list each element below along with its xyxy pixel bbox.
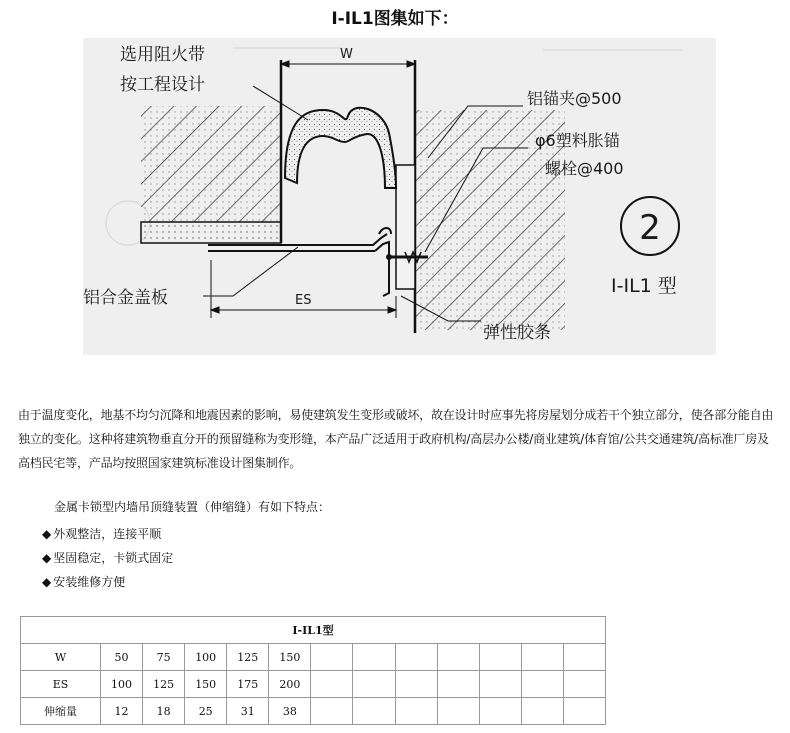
row-header: 伸缩量: [21, 698, 101, 725]
table-cell-empty: [353, 644, 395, 671]
table-cell-empty: [353, 698, 395, 725]
table-cell: 25: [185, 698, 227, 725]
label-aluminum-clip: 铝锚夹@500: [527, 89, 622, 108]
table-cell-empty: [479, 698, 521, 725]
title-suffix: 图集如下：: [373, 9, 459, 29]
label-fire-barrier-1: 选用阻火带: [120, 45, 205, 65]
table-caption-row: [21, 617, 606, 644]
table-cell-empty: [563, 698, 605, 725]
spec-table: [20, 616, 606, 725]
fire-barrier-shape: [285, 108, 396, 188]
table-cell: 100: [101, 671, 143, 698]
label-fire-barrier-2: 按工程设计: [120, 75, 205, 95]
table-cell: 200: [269, 671, 311, 698]
detail-number: 2: [639, 208, 661, 248]
table-cell-empty: [437, 671, 479, 698]
table-cell: 38: [269, 698, 311, 725]
table-cell-empty: [395, 644, 437, 671]
table-cell-empty: [563, 644, 605, 671]
table-cell: 175: [227, 671, 269, 698]
feature-item: ◆ 外观整洁，连接平顺: [42, 522, 173, 546]
features-list: [42, 522, 173, 594]
table-cell-empty: [521, 698, 563, 725]
table-cell-empty: [521, 671, 563, 698]
table-caption: I-IL1型: [21, 617, 606, 644]
table-cell: 150: [269, 644, 311, 671]
table-cell-empty: [479, 644, 521, 671]
table-cell-empty: [311, 671, 353, 698]
dim-es-label: ES: [295, 293, 312, 308]
table-row: [21, 671, 606, 698]
table-cell: 125: [143, 671, 185, 698]
table-cell: 125: [227, 644, 269, 671]
title-code: I-IL1: [331, 9, 374, 29]
table-cell: 31: [227, 698, 269, 725]
table-cell-empty: [395, 698, 437, 725]
table-cell-empty: [395, 671, 437, 698]
table-row: [21, 698, 606, 725]
dimension-es: [211, 260, 396, 318]
drawing-svg: [83, 38, 716, 355]
table-cell-empty: [437, 698, 479, 725]
table-cell: 12: [101, 698, 143, 725]
row-header: W: [21, 644, 101, 671]
table-cell-empty: [353, 671, 395, 698]
label-elastic-strip: 弹性胶条: [483, 323, 551, 343]
dim-w-label: W: [340, 47, 353, 62]
label-anchor-1: φ6塑料胀锚: [535, 131, 620, 150]
table-cell-empty: [521, 644, 563, 671]
table-cell: 150: [185, 671, 227, 698]
description-paragraph: 由于温度变化，地基不均匀沉降和地震因素的影响，易使建筑发生变形或破坏，故在设计时应事先将房屋划分成若干个独立部分，使各部分能自由独立的变化。这种将建筑物垂直分开的预留缝称为变形缝，本产品广泛适用于政府机构/高层办公楼/商业建筑/体育馆/公共交通建筑/高标准厂房及高档民宅等，产品均按照国家建筑标准设计图集制作。: [18, 408, 774, 470]
table-cell-empty: [437, 644, 479, 671]
table-row: [21, 644, 606, 671]
table-cell-empty: [311, 644, 353, 671]
table-cell-empty: [479, 671, 521, 698]
label-anchor-2: 螺栓@400: [545, 159, 624, 178]
feature-item: ◆ 安装维修方便: [42, 570, 173, 594]
table-cell: 100: [185, 644, 227, 671]
type-label: I-IL1 型: [611, 275, 677, 297]
table-cell-empty: [563, 671, 605, 698]
feature-item: ◆ 坚固稳定，卡锁式固定: [42, 546, 173, 570]
table-cell: 50: [101, 644, 143, 671]
label-cover-plate: 铝合金盖板: [83, 288, 168, 308]
table-cell: 18: [143, 698, 185, 725]
table-cell: 75: [143, 644, 185, 671]
table-cell-empty: [311, 698, 353, 725]
features-intro: 金属卡锁型内墙吊顶缝装置（伸缩缝）有如下特点：: [54, 500, 331, 514]
row-header: ES: [21, 671, 101, 698]
section-drawing: [83, 38, 716, 355]
page-title: [0, 4, 790, 29]
